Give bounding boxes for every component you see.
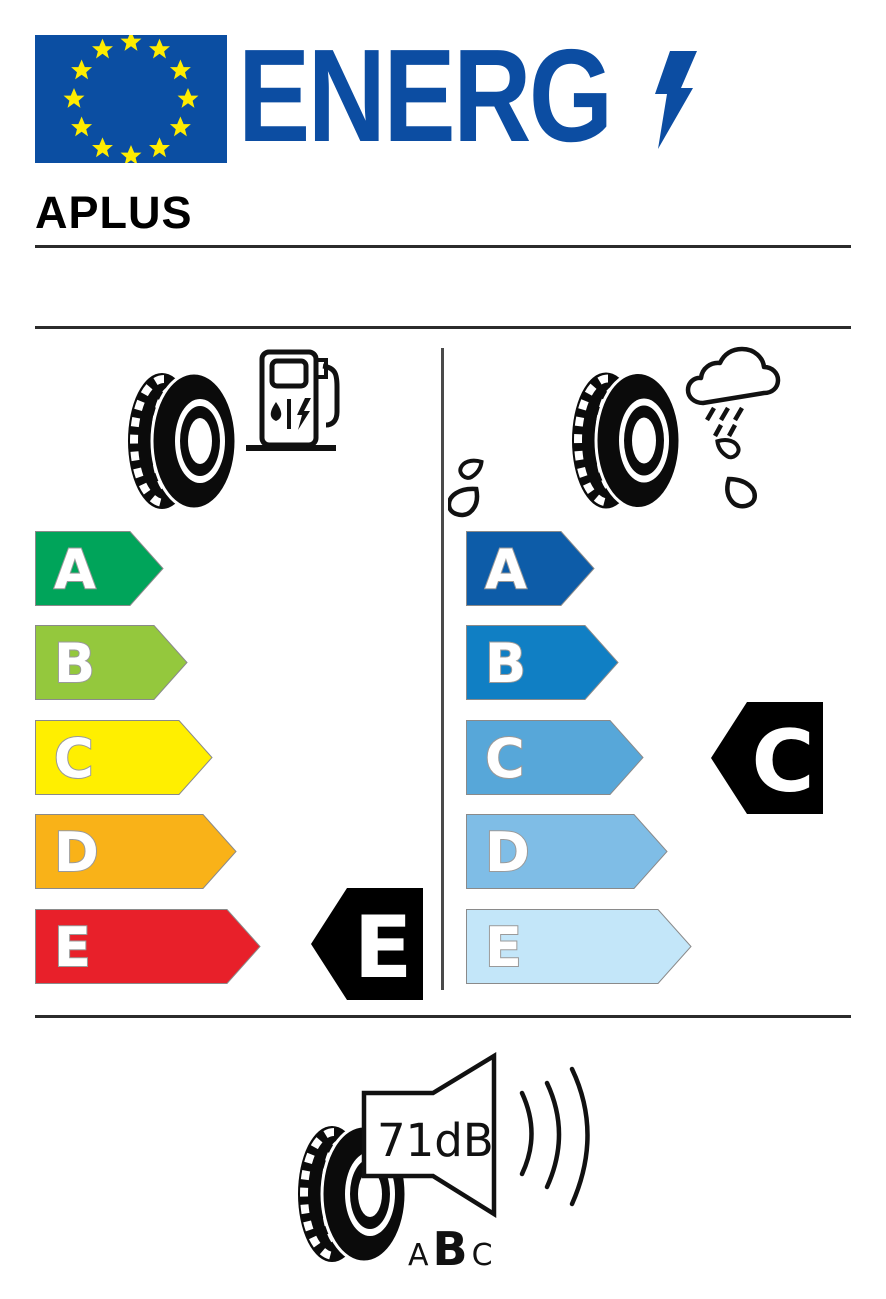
noise-class-scale xyxy=(408,1222,493,1276)
wet-class-a-label: A xyxy=(485,538,527,601)
fuel-rating-indicator xyxy=(311,888,423,1000)
fuel-class-a-arrow xyxy=(35,531,165,607)
rain-cloud-icon xyxy=(676,346,781,441)
wet-class-e-arrow xyxy=(466,909,693,985)
wet-class-d-arrow xyxy=(466,814,669,890)
fuel-class-a-label: A xyxy=(54,538,96,601)
tire-icon-wet xyxy=(570,368,682,513)
wet-rating-letter: C xyxy=(751,712,815,812)
tire-icon-fuel xyxy=(126,370,238,512)
wet-class-c-label: C xyxy=(485,727,525,790)
fuel-class-c-arrow xyxy=(35,720,214,796)
brand-name: APLUS xyxy=(35,187,193,238)
fuel-class-e-arrow xyxy=(35,909,262,985)
energ-logo-text: ENERG xyxy=(238,22,611,169)
noise-class-b-selected: B xyxy=(432,1222,468,1276)
divider-sections xyxy=(35,326,851,329)
wet-class-b-arrow xyxy=(466,625,620,701)
fuel-pump-icon xyxy=(242,348,342,453)
fuel-class-b-arrow xyxy=(35,625,189,701)
noise-class-a: A xyxy=(408,1238,429,1273)
fuel-class-d-label: D xyxy=(54,821,99,884)
divider-vertical xyxy=(441,348,444,990)
sound-waves-icon xyxy=(522,1069,588,1204)
water-splash-left-icon xyxy=(448,455,510,520)
wet-class-b-label: B xyxy=(485,632,527,695)
wet-class-a-arrow xyxy=(466,531,596,607)
noise-class-c: C xyxy=(471,1238,493,1273)
wet-class-c-arrow xyxy=(466,720,645,796)
lightning-bolt-icon xyxy=(650,51,702,151)
noise-db-value: 71dB xyxy=(377,1114,494,1167)
tire-speaker-icon xyxy=(355,1048,600,1223)
fuel-class-d-arrow xyxy=(35,814,238,890)
fuel-class-b-label: B xyxy=(54,632,96,695)
wet-class-d-label: D xyxy=(485,821,530,884)
water-splash-right-icon xyxy=(688,432,766,520)
divider-top xyxy=(35,245,851,248)
wet-class-e-label: E xyxy=(485,916,522,979)
divider-noise xyxy=(35,1015,851,1018)
fuel-class-e-label: E xyxy=(54,916,91,979)
eu-flag-icon xyxy=(35,35,227,163)
wet-rating-indicator xyxy=(711,702,823,814)
fuel-class-c-label: C xyxy=(54,727,94,790)
fuel-rating-letter: E xyxy=(353,898,413,998)
